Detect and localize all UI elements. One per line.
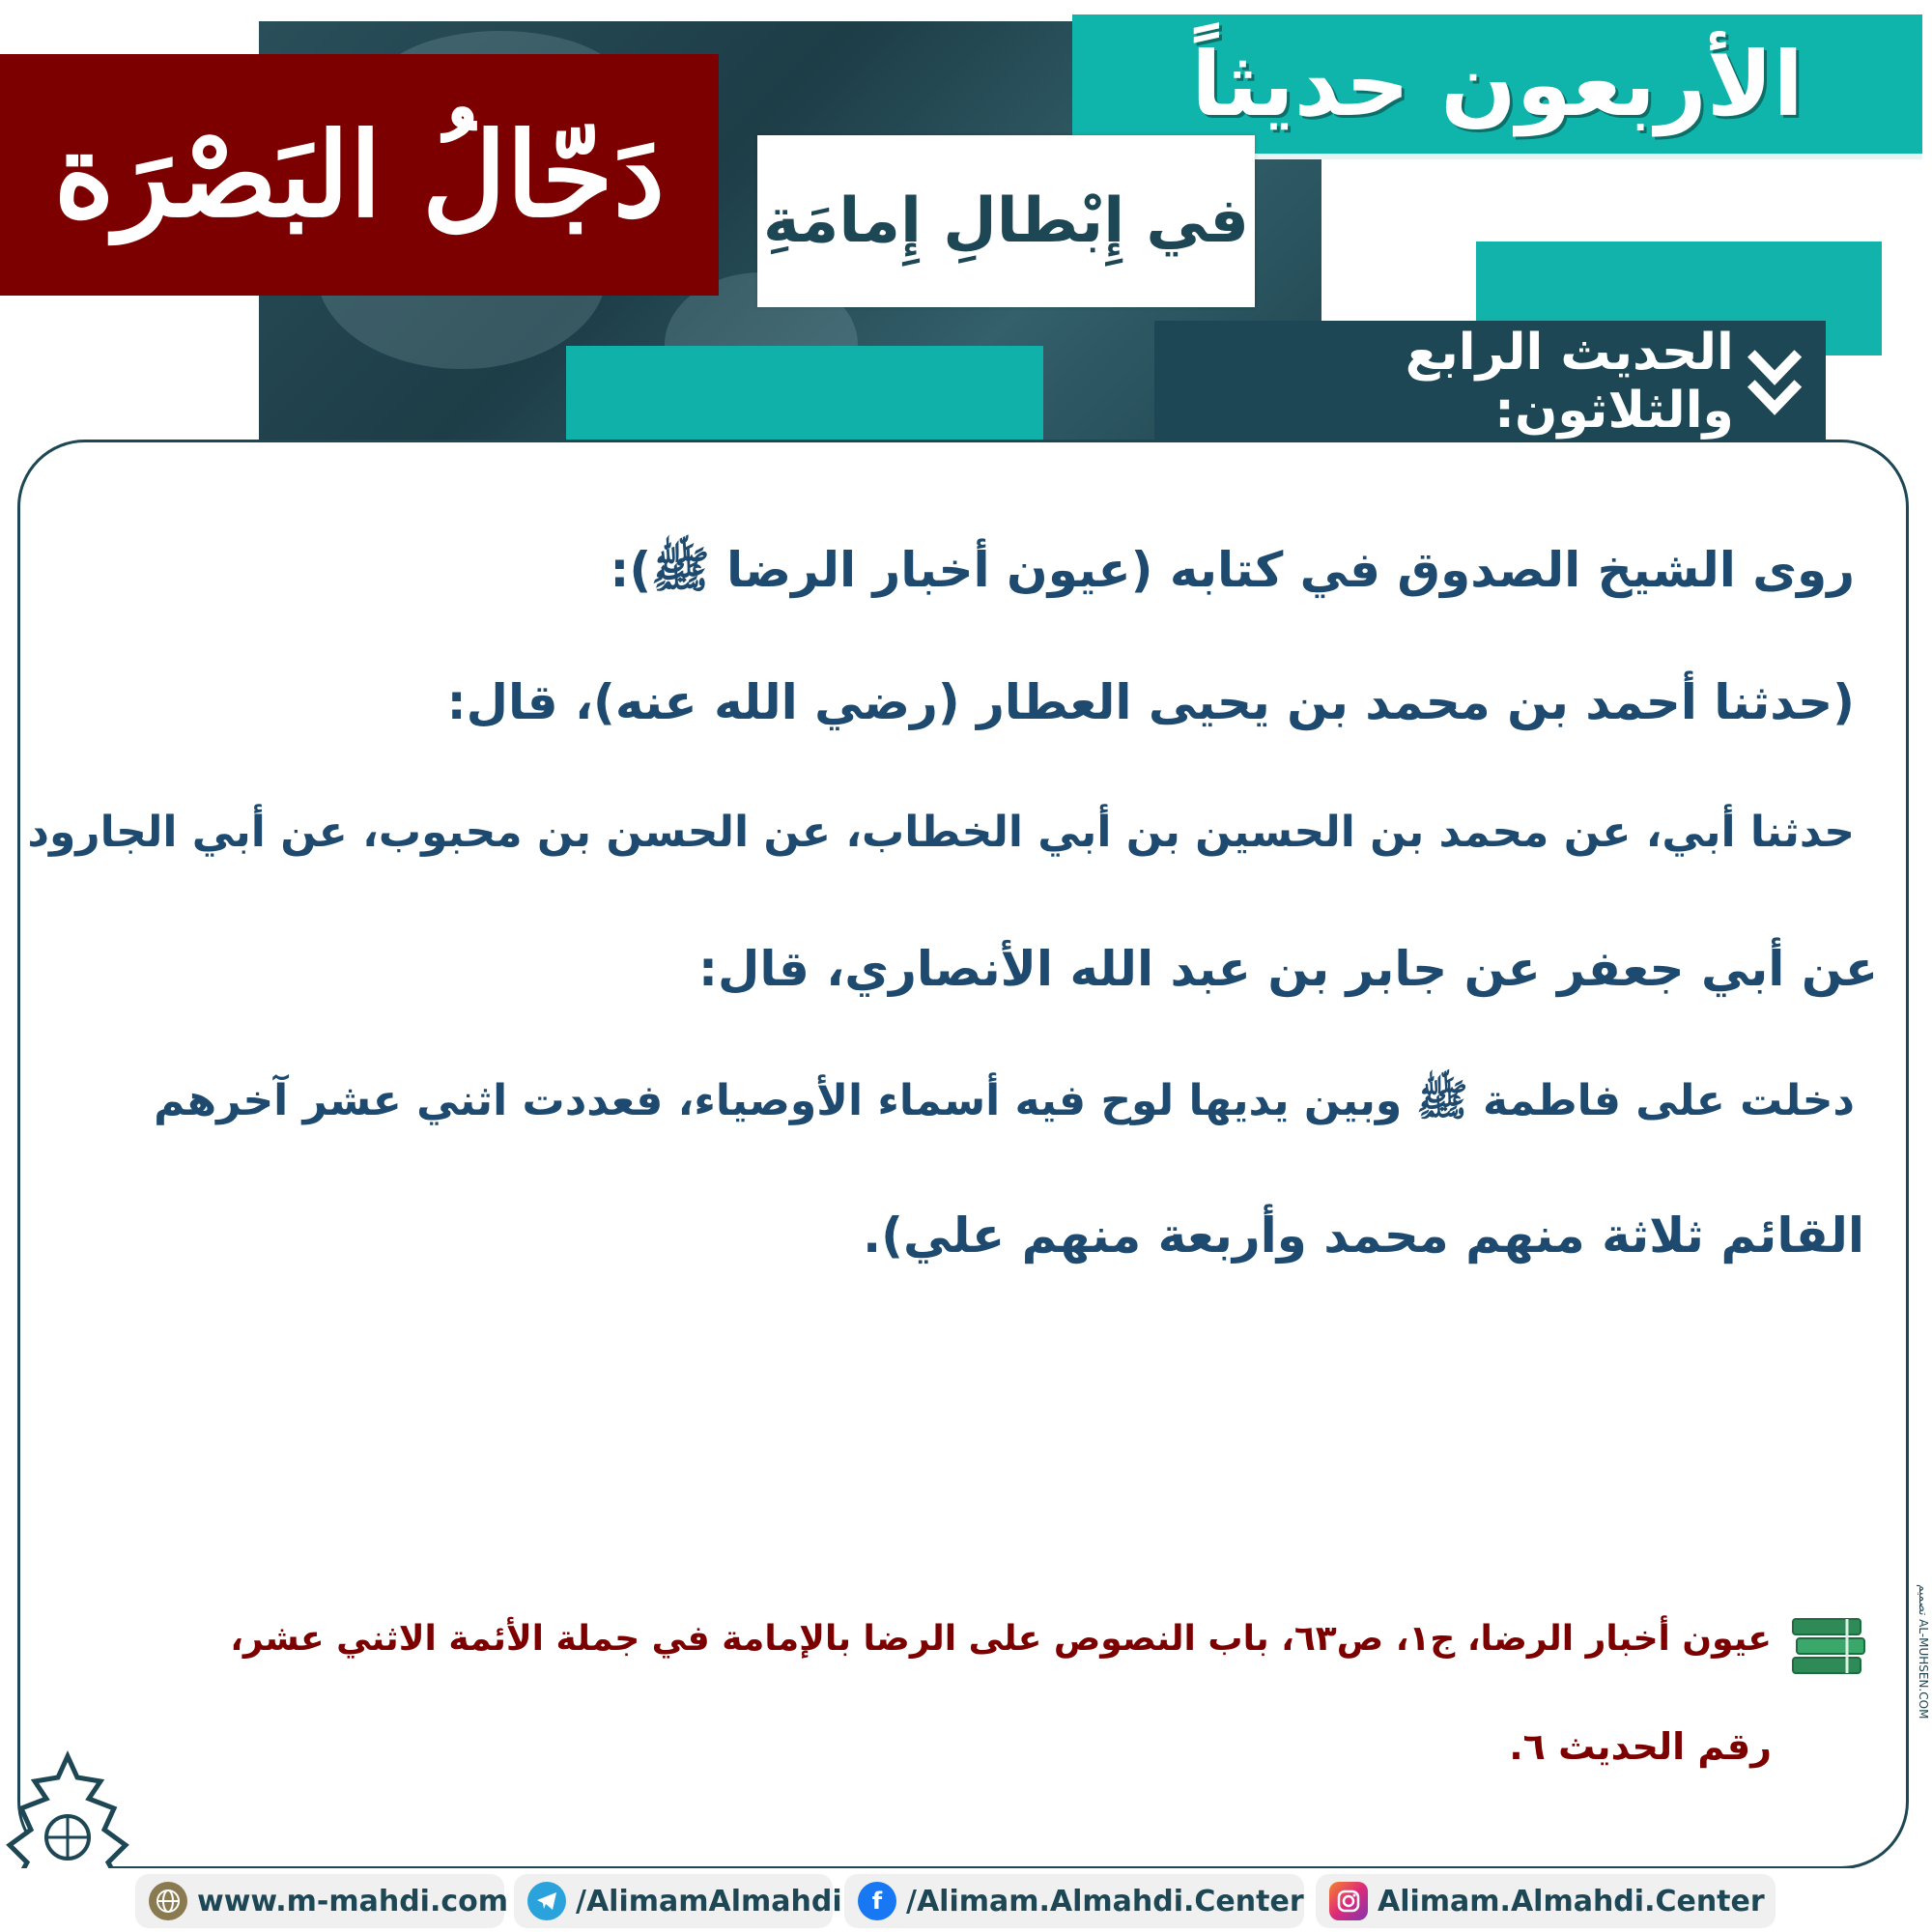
globe-icon [149, 1882, 187, 1920]
designer-tag [1917, 1584, 1932, 1855]
facebook-icon: f [858, 1882, 896, 1920]
designer-tag-text: تصميم AL-MUHSEN.COM [1917, 1584, 1930, 1719]
body-line-1: روى الشيخ الصدوق في كتابه (عيون أخبار الرضا ﷺ): [610, 542, 1855, 598]
body-line-3: حدثنا أبي، عن محمد بن الحسين بن أبي الخطاب، عن الحسن بن محبوب، عن أبي الجارود [27, 808, 1855, 857]
footer-telegram-link[interactable] [514, 1874, 842, 1928]
red-title-banner [0, 54, 719, 296]
body-line-4: عن أبي جعفر عن جابر بن عبد الله الأنصاري، قال: [697, 941, 1878, 997]
reference-line-2: رقم الحديث ٦. [1509, 1725, 1772, 1768]
facebook-text: /Alimam.Almahdi.Center [906, 1884, 1304, 1918]
website-text: www.m-mahdi.com [197, 1884, 509, 1918]
instagram-icon [1329, 1882, 1368, 1920]
footer-instagram-link[interactable] [1316, 1874, 1776, 1928]
subtitle-box [757, 135, 1255, 307]
main-title: الأربعون حديثاً [1191, 32, 1804, 136]
body-line-6: القائم ثلاثة منهم محمد وأربعة منهم علي). [863, 1208, 1864, 1264]
double-chevron-down-icon [1746, 343, 1804, 420]
telegram-text: /AlimamAlmahdi [576, 1884, 842, 1918]
instagram-text: Alimam.Almahdi.Center [1378, 1884, 1765, 1918]
decorative-teal-block [566, 346, 1043, 454]
books-icon [1789, 1615, 1868, 1677]
body-line-2: (حدثنا أحمد بن محمد بن يحيى العطار (رضي الله عنه)، قال: [446, 674, 1855, 730]
hadith-number-label [1166, 324, 1804, 440]
footer-website-link[interactable] [135, 1874, 509, 1928]
hadith-label-text: الحديث الرابع والثلاثون: [1405, 324, 1734, 440]
red-title: دَجّالُ البَصْرَة [53, 106, 666, 243]
footer-facebook-link[interactable] [844, 1874, 1304, 1928]
reference-line-1: عيون أخبار الرضا، ج١، ص٦٣، باب النصوص على الرضا بالإمامة في جملة الأئمة الاثني عشر، [230, 1619, 1772, 1659]
telegram-icon [527, 1882, 566, 1920]
body-line-5: دخلت على فاطمة ﷺ وبين يديها لوح فيه أسماء الأوصياء، فعددت اثني عشر آخرهم [154, 1076, 1855, 1125]
subtitle: في إِبْطالِ إِمامَةِ [762, 185, 1250, 257]
